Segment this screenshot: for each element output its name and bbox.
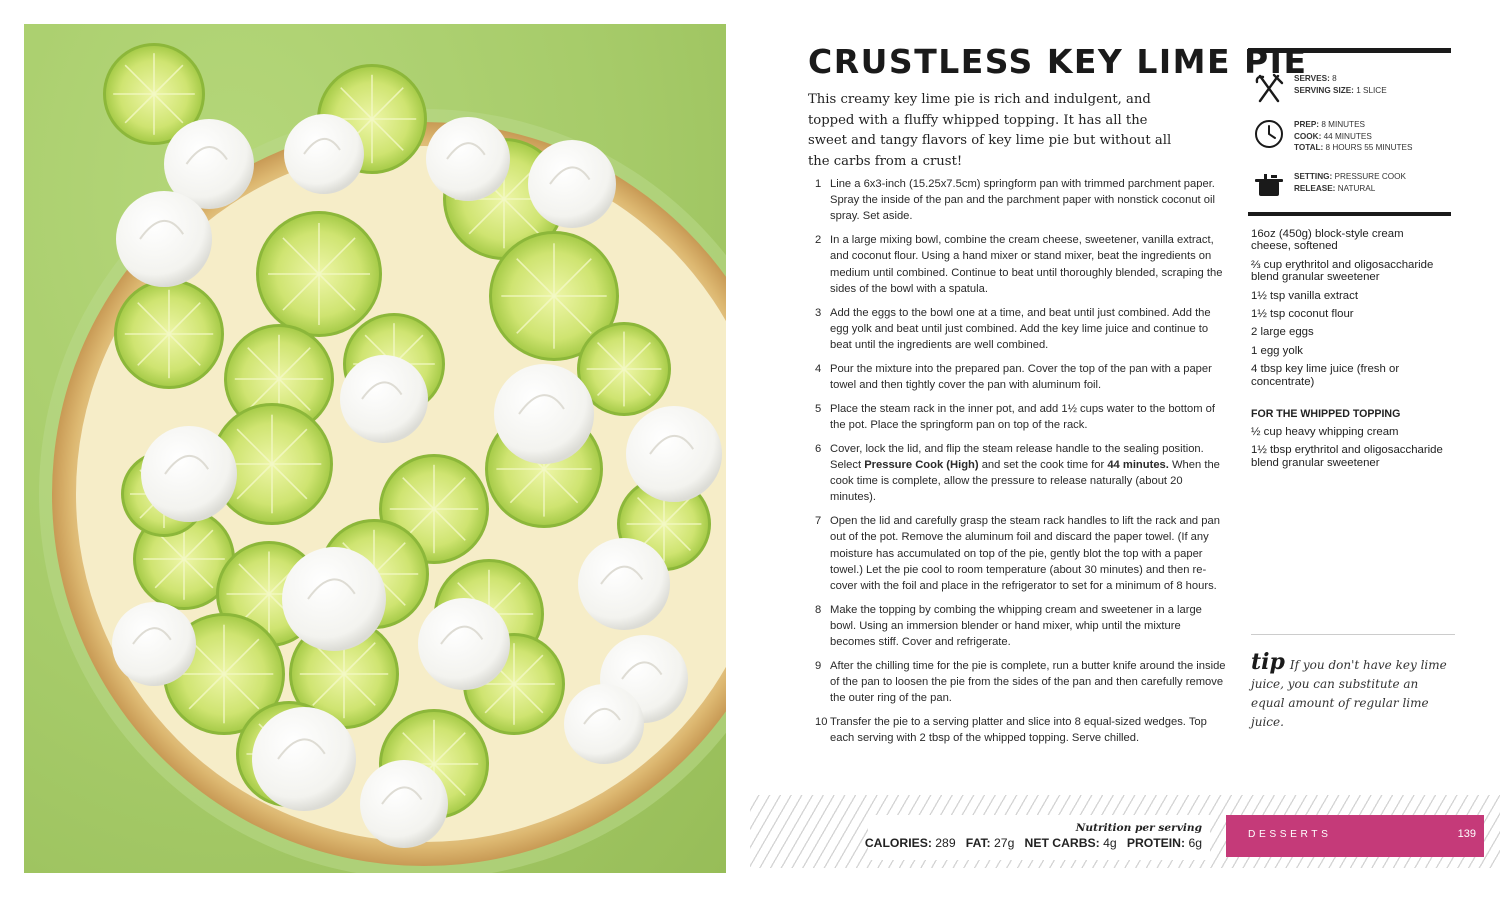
cream-body [426,117,510,201]
tip-text [1251,649,1455,732]
cream-body [418,598,510,690]
cream-dollop [282,547,386,651]
fat-label: FAT: [965,836,991,850]
cream-dollop [252,707,356,811]
recipe-intro: This creamy key lime pie is rich and indulgent, and topped with a fluffy whipped topping. It has all the sweet and tangy flavors of key lime pie but without all the carbs from a crust! [808,92,1172,169]
cream-dollop [141,426,237,522]
tip-body: If you don't have key lime juice, you can substitute an equal amount of regular lime juice. [1251,658,1447,729]
ingredient-item: 4 tbsp key lime juice (fresh or concentrate) [1251,363,1400,388]
cook-label: COOK: [1294,131,1322,141]
ingredient-item: 1½ tsp coconut flour [1251,308,1354,321]
servings-row [1252,71,1387,105]
instruction-step [815,361,1227,393]
setting-value: PRESSURE COOK [1334,172,1406,181]
topping-item: 1½ tbsp erythritol and oligosaccharide blend granular sweetener [1251,444,1443,469]
section-name: DESSERTS [1248,829,1332,840]
step-number: 8 [815,603,822,616]
cream-dollop [418,598,510,690]
cream-dollop [528,140,616,228]
cream-dollop [564,684,644,764]
ingredient-item: ⅔ cup erythritol and oligosaccharide blend granular sweetener [1251,258,1434,284]
cream-body [528,140,616,228]
total-label: TOTAL: [1294,143,1324,153]
cream-body [112,602,196,686]
step-number: 3 [815,306,822,319]
cream-body [340,355,428,443]
topping-heading: FOR THE WHIPPED TOPPING [1251,408,1401,421]
cook-value: 44 MINUTES [1323,131,1372,141]
cream-body [116,191,212,287]
serves-value: 8 [1332,74,1337,83]
cream-body [252,707,356,811]
carbs-value: 4g [1103,836,1117,850]
time-highlight: 44 minutes. [1107,459,1169,472]
step-number: 10 [815,716,828,729]
step-text-part: Cover, lock the lid, and flip the steam release handle to the sealing position. Select [830,442,1204,472]
cream-dollop [360,760,448,848]
cream-body [284,114,364,194]
instruction-step [815,441,1227,506]
step-text: Pour the mixture into the prepared pan. Cover the top of the pan with a paper towel and then tightly cover the pan with aluminum foil. [830,362,1212,392]
step-text: Add the eggs to the bowl one at a time, and beat until just combined. Add the egg yolk and beat until just combined. Add the key lime juice and continue to beat until the ingredients are well combined. [830,306,1211,352]
instruction-step [815,602,1227,651]
step-text: Place the steam rack in the inner pot, and add 1½ cups water to the bottom of the pot. Place the springform pan on top of the rack. [830,402,1215,432]
cream-body [360,760,448,848]
cream-dollop [626,406,722,502]
cream-dollop [578,538,670,630]
setting-highlight: Pressure Cook (High) [864,459,979,472]
tip-label: tip [1251,649,1285,675]
pressure-cooker-icon [1252,169,1286,203]
instruction-step [815,658,1227,707]
step-text: After the chilling time for the pie is complete, run a butter knife around the inside of the pan to loosen the pie from the sides of the pan and then carefully remove the outer ring of the pan. [830,660,1226,705]
carbs-label: NET CARBS: [1024,836,1100,850]
ingredient-item: 1 egg yolk [1251,344,1303,357]
fork-knife-icon [1252,71,1286,105]
release-label: RELEASE: [1294,183,1336,193]
cream-dollop [340,355,428,443]
ingredients-list [1251,228,1446,475]
recipe-title: CRUSTLESS KEY LIME PIE [808,42,1308,81]
instructions-list [815,176,1227,754]
step-text: Transfer the pie to a serving platter and slice into 8 equal-sized wedges. Top each serving with 2 tbsp of the whipped topping. Serve chilled. [830,716,1207,745]
step-number: 7 [815,515,822,528]
recipe-photo [24,24,726,873]
step-number: 9 [815,660,822,673]
topping-item: ½ cup heavy whipping cream [1251,426,1399,439]
protein-value: 6g [1188,836,1202,850]
nutrition-label: Nutrition per serving [1075,822,1202,834]
instruction-step [815,176,1227,225]
step-text-part: and set the cook time for [978,459,1108,472]
setting-info [1294,169,1406,194]
step-text: Open the lid and carefully grasp the steam rack handles to lift the rack and pan out of the pot. Remove the aluminum foil and discard the paper towel. (If any moisture has accumulated on top of the pie, gently blot the top with a paper towel.) Let the pie cool to room temperature (about 30 minutes) and then re-cover with the foil and place in the refrigerator to set for a minimum of 8 hours. [830,515,1220,593]
serving-size-label: SERVING SIZE: [1294,85,1354,95]
step-text [830,443,1220,504]
time-row [1252,117,1412,154]
instruction-step [815,232,1227,297]
cream-dollop [112,602,196,686]
ingredient-item: 16oz (450g) block-style cream cheese, softened [1251,228,1404,253]
calories-label: CALORIES: [864,836,932,850]
step-text: Make the topping by combing the whipping cream and sweetener in a large bowl. Using an immersion blender or hand mixer, whip until the mixture becomes stiff. Cover and refrigerate. [830,603,1202,649]
step-number: 1 [815,178,822,190]
instruction-step [815,305,1227,354]
cream-body [626,406,722,502]
lime-slice [114,279,224,389]
calories-value: 289 [935,836,956,850]
setting-label: SETTING: [1294,172,1333,181]
cream-body [282,547,386,651]
cream-dollop [284,114,364,194]
recipe-info-box [1248,48,1451,216]
serves-label: SERVES: [1294,74,1330,83]
cream-dollop [426,117,510,201]
cream-dollop [116,191,212,287]
nutrition-panel [864,815,1210,860]
instruction-step [815,714,1227,746]
clock-icon [1252,117,1286,151]
servings-info [1294,71,1387,96]
prep-value: 8 MINUTES [1321,120,1365,129]
page-number: 139 [1457,828,1476,840]
step-number: 4 [815,362,822,375]
step-text: Line a 6x3-inch (15.25x7.5cm) springform pan with trimmed parchment paper. Spray the inside of the pan and the parchment paper with nonstick coconut oil spray. Set aside. [830,178,1215,223]
step-number: 2 [815,234,822,247]
cream-dollop [494,364,594,464]
ingredient-item: 2 large eggs [1251,326,1314,339]
step-number: 6 [815,442,822,455]
instruction-step [815,401,1227,433]
key-lime-pie-illustration [24,24,726,873]
step-text: In a large mixing bowl, combine the cream cheese, sweetener, vanilla extract, and coconut flour. Using a hand mixer or stand mixer, beat the ingredients on medium until combined. Continue to beat until thoroughly blended, scraping the sides of the bowl with a spatula. [830,234,1223,295]
instruction-step [815,513,1227,594]
prep-label: PREP: [1294,120,1320,129]
release-value: NATURAL [1337,183,1376,193]
setting-row [1252,169,1406,203]
cream-body [578,538,670,630]
total-value: 8 HOURS 55 MINUTES [1325,143,1413,153]
protein-label: PROTEIN: [1126,836,1186,850]
serving-size-value: 1 SLICE [1356,85,1387,95]
tip-box [1251,634,1455,732]
lime-slice [256,211,382,337]
cream-body [494,364,594,464]
section-tab [1226,815,1484,857]
cream-body [141,426,237,522]
ingredient-item: 1½ tsp vanilla extract [1251,289,1358,302]
nutrition-values [865,836,1202,850]
fat-value: 27g [994,836,1015,850]
step-text-part: When the cook time is complete, allow the pressure to release naturally (about 20 minutes). [830,459,1220,504]
step-number: 5 [815,402,822,415]
time-info [1294,117,1412,154]
cream-body [564,684,644,764]
